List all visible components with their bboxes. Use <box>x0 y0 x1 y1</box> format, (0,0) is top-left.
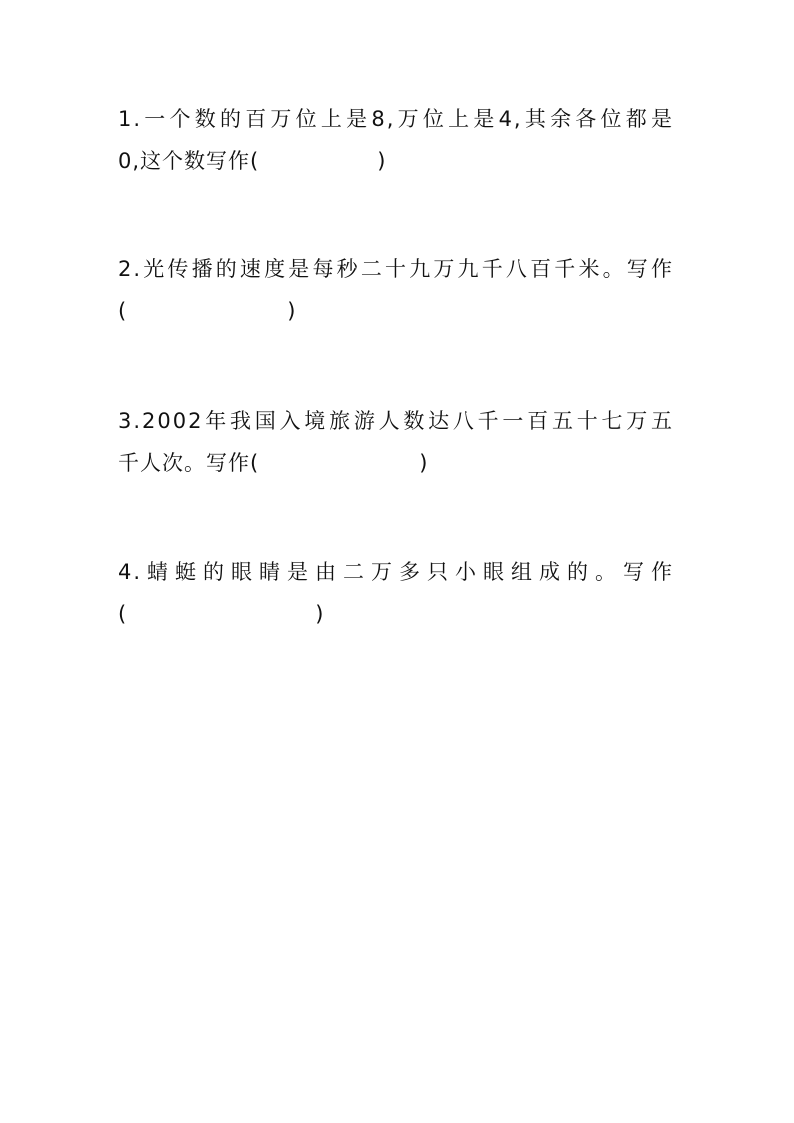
close-paren: ) <box>419 451 429 475</box>
question-2-line-2 <box>118 290 678 332</box>
open-paren: ( <box>250 149 260 173</box>
close-paren: ) <box>315 602 325 626</box>
open-paren: ( <box>118 602 128 626</box>
close-paren: ) <box>287 299 297 323</box>
question-3-line-1: 3.2002年我国入境旅游人数达八千一百五十七万五 <box>118 409 674 433</box>
question-3-prefix: 千人次。写作 <box>118 451 250 475</box>
question-3 <box>118 400 678 484</box>
open-paren: ( <box>118 299 128 323</box>
answer-blank-4[interactable] <box>118 593 324 635</box>
question-3-line-2 <box>118 442 678 484</box>
open-paren: ( <box>250 451 260 475</box>
answer-blank-3[interactable] <box>250 442 428 484</box>
question-4-line-2 <box>118 593 678 635</box>
question-4 <box>118 551 678 635</box>
question-1 <box>118 98 678 182</box>
question-4-line-1: 4.蜻蜓的眼睛是由二万多只小眼组成的。写作 <box>118 560 674 584</box>
answer-blank-1[interactable] <box>250 140 386 182</box>
question-2-line-1: 2.光传播的速度是每秒二十九万九千八百千米。写作 <box>118 257 674 281</box>
close-paren: ) <box>377 149 387 173</box>
answer-blank-2[interactable] <box>118 290 296 332</box>
question-2 <box>118 248 678 332</box>
question-1-line-2 <box>118 140 678 182</box>
question-1-prefix: 0,这个数写作 <box>118 149 251 173</box>
question-1-line-1: 1.一个数的百万位上是8,万位上是4,其余各位都是 <box>118 107 674 131</box>
